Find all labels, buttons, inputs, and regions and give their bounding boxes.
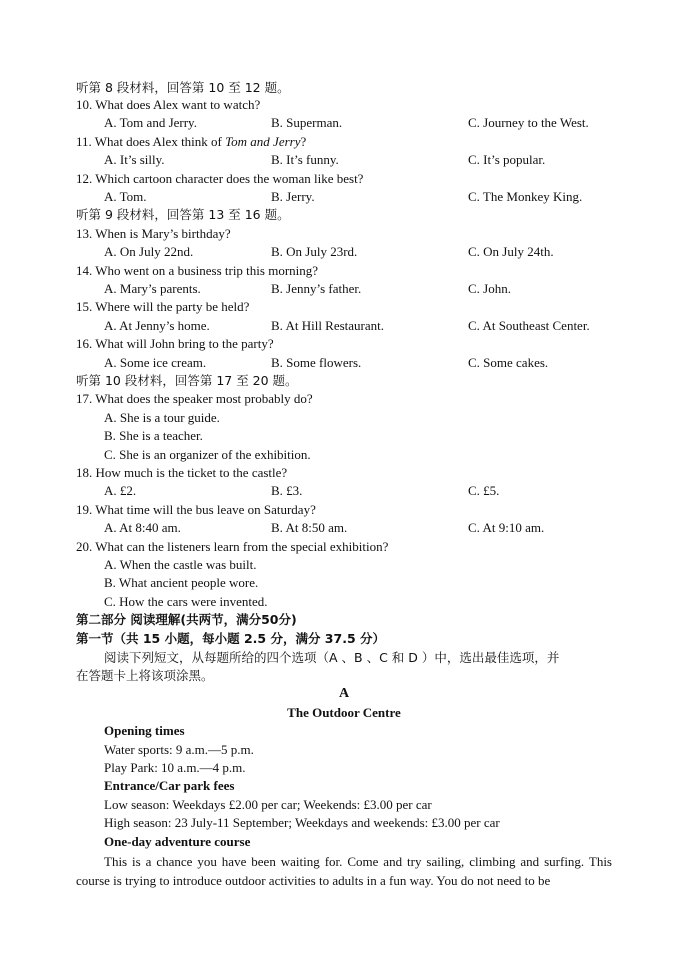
- question-11-option-c: C. It’s popular.: [468, 152, 546, 167]
- opening-times-heading: Opening times: [104, 723, 185, 738]
- question-13-option-a: A. On July 22nd.: [104, 244, 194, 259]
- question-16-option-b: B. Some flowers.: [271, 355, 362, 370]
- question-13-stem: 13. When is Mary’s birthday?: [76, 226, 231, 241]
- section-one-title: 第一节（共 15 小题，每小题 2.5 分，满分 37.5 分）: [76, 631, 385, 646]
- course-paragraph: [76, 852, 612, 890]
- part-two-title: 第二部分 阅读理解(共两节，满分50分): [76, 612, 297, 627]
- question-16-option-c: C. Some cakes.: [468, 355, 549, 370]
- question-14-stem: 14. Who went on a business trip this morning?: [76, 263, 319, 278]
- question-20-option-b: B. What ancient people wore.: [104, 575, 259, 590]
- opening-times-water-sports: Water sports: 9 a.m.—5 p.m.: [104, 742, 254, 757]
- question-10-stem: 10. What does Alex want to watch?: [76, 97, 261, 112]
- question-16-option-a: A. Some ice cream.: [104, 355, 207, 370]
- question-16-stem: 16. What will John bring to the party?: [76, 336, 274, 351]
- question-12-option-b: B. Jerry.: [271, 189, 315, 204]
- question-19-stem: 19. What time will the bus leave on Saturday?: [76, 502, 316, 517]
- question-18-option-b: B. £3.: [271, 483, 303, 498]
- question-19-option-b: B. At 8:50 am.: [271, 520, 348, 535]
- question-17-stem: 17. What does the speaker most probably do?: [76, 391, 313, 406]
- question-11-stem-post: ?: [300, 134, 307, 149]
- opening-times-play-park: Play Park: 10 a.m.—4 p.m.: [104, 760, 246, 775]
- question-14-option-b: B. Jenny’s father.: [271, 281, 362, 296]
- course-heading: One-day adventure course: [104, 834, 251, 849]
- section-10-header: 听第 10 段材料，回答第 17 至 20 题。: [76, 373, 298, 388]
- question-18-option-c: C. £5.: [468, 483, 500, 498]
- section-8-header: 听第 8 段材料，回答第 10 至 12 题。: [76, 80, 290, 95]
- question-15-stem: 15. Where will the party be held?: [76, 299, 250, 314]
- question-17-option-c: C. She is an organizer of the exhibition.: [104, 447, 311, 462]
- question-11-stem-title: Tom and Jerry: [225, 134, 301, 149]
- question-13-option-b: B. On July 23rd.: [271, 244, 358, 259]
- question-20-option-c: C. How the cars were invented.: [104, 594, 268, 609]
- question-19-option-c: C. At 9:10 am.: [468, 520, 545, 535]
- question-13-option-c: C. On July 24th.: [468, 244, 554, 259]
- question-12-stem: 12. Which cartoon character does the woman like best?: [76, 171, 364, 186]
- question-17-option-b: B. She is a teacher.: [104, 428, 203, 443]
- fees-heading: Entrance/Car park fees: [104, 778, 235, 793]
- passage-title: The Outdoor Centre: [287, 705, 401, 720]
- instruction-line-1: 阅读下列短文，从每题所给的四个选项（A 、B 、C 和 D ）中，选出最佳选项，并: [104, 650, 560, 665]
- section-9-header: 听第 9 段材料，回答第 13 至 16 题。: [76, 207, 290, 222]
- question-11-option-a: A. It’s silly.: [104, 152, 165, 167]
- question-11-stem: [76, 134, 306, 150]
- question-17-option-a: A. She is a tour guide.: [104, 410, 220, 425]
- question-10-option-a: A. Tom and Jerry.: [104, 115, 197, 130]
- question-20-option-a: A. When the castle was built.: [104, 557, 257, 572]
- question-20-stem: 20. What can the listeners learn from the special exhibition?: [76, 539, 389, 554]
- question-15-option-c: C. At Southeast Center.: [468, 318, 590, 333]
- question-19-option-a: A. At 8:40 am.: [104, 520, 181, 535]
- question-12-option-a: A. Tom.: [104, 189, 147, 204]
- question-15-option-b: B. At Hill Restaurant.: [271, 318, 385, 333]
- question-10-option-b: B. Superman.: [271, 115, 343, 130]
- fees-low-season: Low season: Weekdays £2.00 per car; Weekends: £3.00 per car: [104, 797, 432, 812]
- passage-letter: A: [338, 686, 350, 701]
- fees-high-season: High season: 23 July-11 September; Weekdays and weekends: £3.00 per car: [104, 815, 500, 830]
- question-10-option-c: C. Journey to the West.: [468, 115, 589, 130]
- question-15-option-a: A. At Jenny’s home.: [104, 318, 210, 333]
- course-paragraph-text: This is a chance you have been waiting for. Come and try sailing, climbing and surfing. This course is trying to introduce outdoor activities to adults in a fun way. You do not need to be: [76, 854, 612, 888]
- instruction-line-2: 在答题卡上将该项涂黑。: [76, 668, 214, 683]
- question-12-option-c: C. The Monkey King.: [468, 189, 583, 204]
- question-18-stem: 18. How much is the ticket to the castle?: [76, 465, 288, 480]
- question-14-option-a: A. Mary’s parents.: [104, 281, 201, 296]
- question-18-option-a: A. £2.: [104, 483, 137, 498]
- question-14-option-c: C. John.: [468, 281, 511, 296]
- question-11-stem-pre: 11. What does Alex think of: [76, 134, 226, 149]
- question-11-option-b: B. It’s funny.: [271, 152, 339, 167]
